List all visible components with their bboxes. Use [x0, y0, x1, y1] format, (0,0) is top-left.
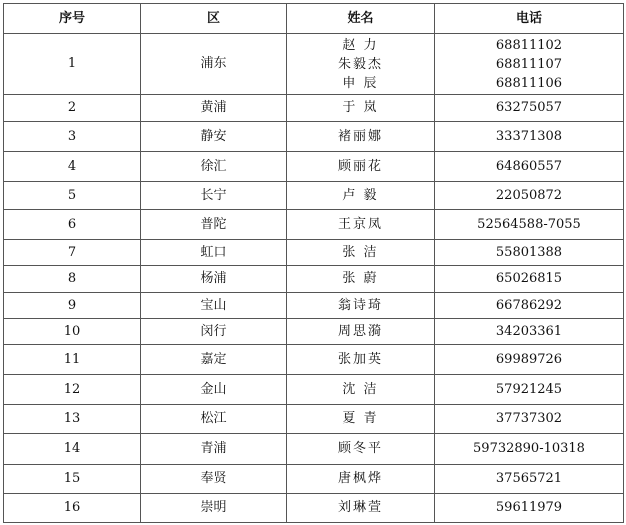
cell-district: 黄浦 — [141, 95, 287, 122]
cell-no: 10 — [4, 319, 141, 345]
cell-no: 6 — [4, 210, 141, 240]
cell-phone: 52564588-7055 — [435, 210, 624, 240]
cell-district: 奉贤 — [141, 465, 287, 494]
cell-phone: 59732890-10318 — [435, 434, 624, 465]
cell-name: 张 洁 — [287, 240, 435, 266]
cell-phone: 65026815 — [435, 266, 624, 293]
cell-phone: 59611979 — [435, 494, 624, 523]
cell-phone: 57921245 — [435, 375, 624, 405]
cell-no: 12 — [4, 375, 141, 405]
table-row — [4, 434, 624, 465]
cell-district: 徐汇 — [141, 152, 287, 182]
cell-name: 褚丽娜 — [287, 122, 435, 152]
cell-name: 卢 毅 — [287, 182, 435, 210]
table-row — [4, 266, 624, 293]
table-row — [4, 375, 624, 405]
table-row — [4, 465, 624, 494]
cell-phone: 37737302 — [435, 405, 624, 434]
contact-table — [3, 3, 624, 523]
header-no: 序号 — [4, 4, 141, 34]
cell-district: 金山 — [141, 375, 287, 405]
cell-phone: 34203361 — [435, 319, 624, 345]
cell-name: 张 蔚 — [287, 266, 435, 293]
cell-no: 4 — [4, 152, 141, 182]
cell-district: 青浦 — [141, 434, 287, 465]
cell-names — [287, 34, 435, 95]
cell-name: 翁诗琦 — [287, 293, 435, 319]
cell-phone: 33371308 — [435, 122, 624, 152]
cell-name: 唐枫烨 — [287, 465, 435, 494]
cell-name: 赵 力 — [342, 37, 379, 53]
cell-phone: 55801388 — [435, 240, 624, 266]
cell-no: 14 — [4, 434, 141, 465]
cell-name: 刘琳萱 — [287, 494, 435, 523]
table-row — [4, 240, 624, 266]
cell-no: 5 — [4, 182, 141, 210]
table-row — [4, 95, 624, 122]
cell-phone: 68811107 — [495, 56, 563, 72]
table-row — [4, 319, 624, 345]
table-row — [4, 494, 624, 523]
cell-no: 7 — [4, 240, 141, 266]
cell-district: 静安 — [141, 122, 287, 152]
table-row — [4, 152, 624, 182]
cell-district: 普陀 — [141, 210, 287, 240]
cell-no: 8 — [4, 266, 141, 293]
cell-phones — [435, 34, 624, 95]
cell-district: 杨浦 — [141, 266, 287, 293]
header-row — [4, 4, 624, 34]
cell-no: 16 — [4, 494, 141, 523]
cell-name: 沈 洁 — [287, 375, 435, 405]
cell-no: 1 — [4, 34, 141, 95]
header-name: 姓名 — [287, 4, 435, 34]
cell-phone: 66786292 — [435, 293, 624, 319]
cell-name: 于 岚 — [287, 95, 435, 122]
cell-district: 闵行 — [141, 319, 287, 345]
table-row — [4, 293, 624, 319]
cell-phone: 22050872 — [435, 182, 624, 210]
cell-name: 顾冬平 — [287, 434, 435, 465]
cell-no: 9 — [4, 293, 141, 319]
cell-name: 申 辰 — [342, 75, 379, 91]
header-phone: 电话 — [435, 4, 624, 34]
cell-name: 夏 青 — [287, 405, 435, 434]
table-row — [4, 122, 624, 152]
table-row — [4, 345, 624, 375]
cell-district: 虹口 — [141, 240, 287, 266]
cell-name: 张加英 — [287, 345, 435, 375]
cell-no: 2 — [4, 95, 141, 122]
header-district: 区 — [141, 4, 287, 34]
cell-district: 松江 — [141, 405, 287, 434]
cell-district: 浦东 — [141, 34, 287, 95]
cell-no: 15 — [4, 465, 141, 494]
cell-district: 嘉定 — [141, 345, 287, 375]
cell-no: 3 — [4, 122, 141, 152]
table-row — [4, 182, 624, 210]
cell-phone: 68811102 — [495, 37, 563, 53]
table-header — [4, 4, 624, 34]
table-row — [4, 34, 624, 95]
cell-name: 朱毅杰 — [337, 56, 383, 72]
cell-phone: 37565721 — [435, 465, 624, 494]
cell-district: 崇明 — [141, 494, 287, 523]
cell-phone: 69989726 — [435, 345, 624, 375]
cell-phone: 63275057 — [435, 95, 624, 122]
cell-name: 周思漪 — [287, 319, 435, 345]
cell-no: 11 — [4, 345, 141, 375]
cell-name: 王京凤 — [287, 210, 435, 240]
table-row — [4, 405, 624, 434]
cell-no: 13 — [4, 405, 141, 434]
cell-phone: 64860557 — [435, 152, 624, 182]
cell-phone: 68811106 — [495, 75, 563, 91]
table-row — [4, 210, 624, 240]
cell-district: 长宁 — [141, 182, 287, 210]
cell-district: 宝山 — [141, 293, 287, 319]
cell-name: 顾丽花 — [287, 152, 435, 182]
table-body — [4, 34, 624, 523]
